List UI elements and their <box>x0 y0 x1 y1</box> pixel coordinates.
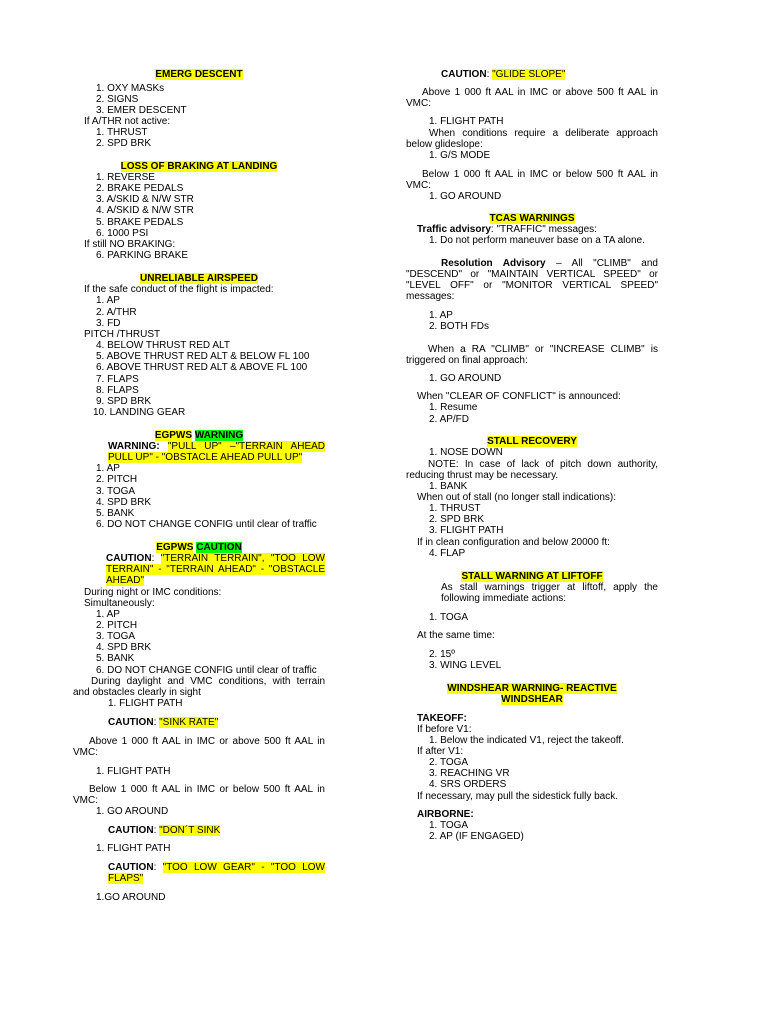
list-item: 2. AP (IF ENGAGED) <box>429 831 524 842</box>
condition-text: During daylight and VMC conditions, with terrain <box>91 676 325 687</box>
stall-warning-heading: STALL WARNING AT LIFTOFF <box>461 571 603 582</box>
list-item: 6. DO NOT CHANGE CONFIG until clear of traffic <box>96 519 317 530</box>
list-item: 1. GO AROUND <box>429 191 502 202</box>
condition-text: At the same time: <box>417 630 495 641</box>
list-item: 1. FLIGHT PATH <box>429 116 504 127</box>
list-item: 2. PITCH <box>96 474 138 485</box>
subheading-text: PITCH /THRUST <box>84 329 161 340</box>
unreliable-airspeed-heading: UNRELIABLE AIRSPEED <box>140 273 258 284</box>
note-text: reducing thrust may be necessary. <box>406 470 559 481</box>
list-item: 10. LANDING GEAR <box>93 407 186 418</box>
condition-text: VMC: <box>406 98 431 109</box>
tcas-warnings-heading: TCAS WARNINGS <box>489 213 575 224</box>
windshear-heading-cont: WINDSHEAR <box>501 694 563 705</box>
list-item: 1. FLIGHT PATH <box>96 843 171 854</box>
resolution-advisory-text: messages: <box>406 291 455 302</box>
glide-slope-caution: CAUTION: "GLIDE SLOPE" <box>441 69 566 80</box>
list-item: 2. SPD BRK <box>96 138 152 149</box>
condition-text: If before V1: <box>417 724 472 735</box>
list-item: 7. FLAPS <box>96 374 139 385</box>
list-item: 2. AP/FD <box>429 414 470 425</box>
list-item: 3. EMER DESCENT <box>96 105 187 116</box>
list-item: 2. SIGNS <box>96 94 139 105</box>
condition-text: If in clean configuration and below 20000 ft: <box>417 537 610 548</box>
list-item: 1. FLIGHT PATH <box>108 698 183 709</box>
list-item: 1. TOGA <box>429 612 469 623</box>
list-item: 1. Resume <box>429 402 478 413</box>
stall-recovery-heading: STALL RECOVERY <box>487 436 577 447</box>
condition-text: VMC: <box>73 795 98 806</box>
dont-sink-caution: CAUTION: "DON´T SINK <box>108 825 221 836</box>
egpws-caution-message-cont: TERRAIN" - "TERRAIN AHEAD" - "OBSTACLE <box>106 564 325 575</box>
list-item: 5. BANK <box>96 508 135 519</box>
stall-warning-text: following immediate actions: <box>441 593 567 604</box>
list-item: 3. REACHING VR <box>429 768 510 779</box>
list-item: 2. TOGA <box>429 757 469 768</box>
list-item: 3. TOGA <box>96 486 136 497</box>
list-item: 1.GO AROUND <box>96 892 166 903</box>
too-low-gear-caution: CAUTION: "TOO LOW GEAR" - "TOO LOW <box>108 862 325 873</box>
resolution-advisory-text: Resolution Advisory – All "CLIMB" and <box>441 258 658 269</box>
egpws-warning-message: WARNING: "PULL UP" –"TERRAIN AHEAD <box>108 441 326 452</box>
list-item: 1. AP <box>96 609 120 620</box>
list-item: 4. BELOW THRUST RED ALT <box>96 340 230 351</box>
note-text: NOTE: In case of lack of pitch down authority, <box>428 459 658 470</box>
condition-text: and obstacles clearly in sight <box>73 687 201 698</box>
list-item: 1. BANK <box>429 481 468 492</box>
condition-text: Below 1 000 ft AAL in IMC or below 500 ft AAL in <box>422 169 658 180</box>
note-text: If necessary, may pull the sidestick fully back. <box>417 791 619 802</box>
condition-text: If A/THR not active: <box>84 116 171 127</box>
egpws-caution-heading: EGPWS CAUTION <box>156 542 242 553</box>
airborne-label: AIRBORNE: <box>417 809 474 820</box>
condition-text: VMC: <box>406 180 431 191</box>
condition-text: below glideslope: <box>406 139 483 150</box>
condition-text: If the safe conduct of the flight is impacted: <box>84 284 274 295</box>
loss-of-braking-heading: LOSS OF BRAKING AT LANDING <box>120 161 278 172</box>
list-item: 1. Do not perform maneuver base on a TA alone. <box>429 235 645 246</box>
list-item: 1. AP <box>96 295 120 306</box>
condition-text: If after V1: <box>417 746 464 757</box>
list-item: 2. PITCH <box>96 620 138 631</box>
list-item: 1. TOGA <box>429 820 469 831</box>
condition-text: If still NO BRAKING: <box>84 239 176 250</box>
list-item: 3. FLIGHT PATH <box>429 525 504 536</box>
list-item: 6. 1000 PSI <box>96 228 149 239</box>
list-item: 2. 15º <box>429 649 455 660</box>
list-item: 1. G/S MODE <box>429 150 491 161</box>
list-item: 1. NOSE DOWN <box>429 447 503 458</box>
list-item: 3. FD <box>96 318 121 329</box>
list-item: 1. FLIGHT PATH <box>96 766 171 777</box>
list-item: 1. AP <box>429 310 453 321</box>
condition-text: Above 1 000 ft AAL in IMC or above 500 ft AAL in <box>89 736 325 747</box>
list-item: 4. SPD BRK <box>96 642 152 653</box>
list-item: 1. THRUST <box>96 127 148 138</box>
list-item: 8. FLAPS <box>96 385 139 396</box>
emerg-descent-heading: EMERG DESCENT <box>155 69 243 80</box>
list-item: 4. SRS ORDERS <box>429 779 507 790</box>
list-item: 2. BOTH FDs <box>429 321 490 332</box>
traffic-advisory-text: Traffic advisory: "TRAFFIC" messages: <box>417 224 597 235</box>
egpws-warning-message-cont: PULL UP" - "OBSTACLE AHEAD PULL UP" <box>108 452 303 463</box>
list-item: 5. ABOVE THRUST RED ALT & BELOW FL 100 <box>96 351 310 362</box>
condition-text: When out of stall (no longer stall indications): <box>417 492 616 503</box>
list-item: 6. ABOVE THRUST RED ALT & ABOVE FL 100 <box>96 362 308 373</box>
takeoff-label: TAKEOFF: <box>417 713 467 724</box>
list-item: 1. GO AROUND <box>96 806 169 817</box>
list-item: 4. A/SKID & N/W STR <box>96 205 194 216</box>
stall-warning-text: As stall warnings trigger at liftoff, apply the <box>441 582 658 593</box>
list-item: 2. BRAKE PEDALS <box>96 183 184 194</box>
condition-text: VMC: <box>73 747 98 758</box>
condition-text: triggered on final approach: <box>406 355 528 366</box>
condition-text: Simultaneously: <box>84 598 155 609</box>
resolution-advisory-text: "LEVEL OFF" or "MONITOR VERTICAL SPEED" <box>406 280 658 291</box>
list-item: 6. DO NOT CHANGE CONFIG until clear of traffic <box>96 665 317 676</box>
list-item: 2. A/THR <box>96 307 137 318</box>
list-item: 5. BRAKE PEDALS <box>96 217 184 228</box>
condition-text: During night or IMC conditions: <box>84 587 222 598</box>
condition-text: When conditions require a deliberate approach <box>429 128 658 139</box>
list-item: 6. PARKING BRAKE <box>96 250 189 261</box>
list-item: 5. BANK <box>96 653 135 664</box>
windshear-heading: WINDSHEAR WARNING- REACTIVE <box>447 683 617 694</box>
condition-text: Above 1 000 ft AAL in IMC or above 500 ft AAL in <box>422 87 658 98</box>
list-item: 1. OXY MASKs <box>96 83 165 94</box>
list-item: 1. AP <box>96 463 120 474</box>
list-item: 2. SPD BRK <box>429 514 485 525</box>
egpws-caution-message-end: AHEAD" <box>106 575 145 586</box>
list-item: 1. REVERSE <box>96 172 155 183</box>
list-item: 1. THRUST <box>429 503 481 514</box>
condition-text: When a RA "CLIMB" or "INCREASE CLIMB" is <box>428 344 658 355</box>
egpws-warning-heading: EGPWS WARNING <box>154 430 244 441</box>
list-item: 3. A/SKID & N/W STR <box>96 194 194 205</box>
too-low-gear-caution-cont: FLAPS" <box>108 873 144 884</box>
list-item: 9. SPD BRK <box>96 396 152 407</box>
sink-rate-caution: CAUTION: "SINK RATE" <box>108 717 219 728</box>
list-item: 1. GO AROUND <box>429 373 502 384</box>
list-item: 1. Below the indicated V1, reject the takeoff. <box>429 735 624 746</box>
list-item: 3. WING LEVEL <box>429 660 502 671</box>
egpws-caution-message: CAUTION: "TERRAIN TERRAIN", "TOO LOW <box>106 553 325 564</box>
list-item: 4. SPD BRK <box>96 497 152 508</box>
list-item: 3. TOGA <box>96 631 136 642</box>
resolution-advisory-text: "DESCEND" or "MAINTAIN VERTICAL SPEED" or <box>406 269 658 280</box>
condition-text: When "CLEAR OF CONFLICT" is announced: <box>417 391 621 402</box>
list-item: 4. FLAP <box>429 548 466 559</box>
condition-text: Below 1 000 ft AAL in IMC or below 500 ft AAL in <box>89 784 325 795</box>
